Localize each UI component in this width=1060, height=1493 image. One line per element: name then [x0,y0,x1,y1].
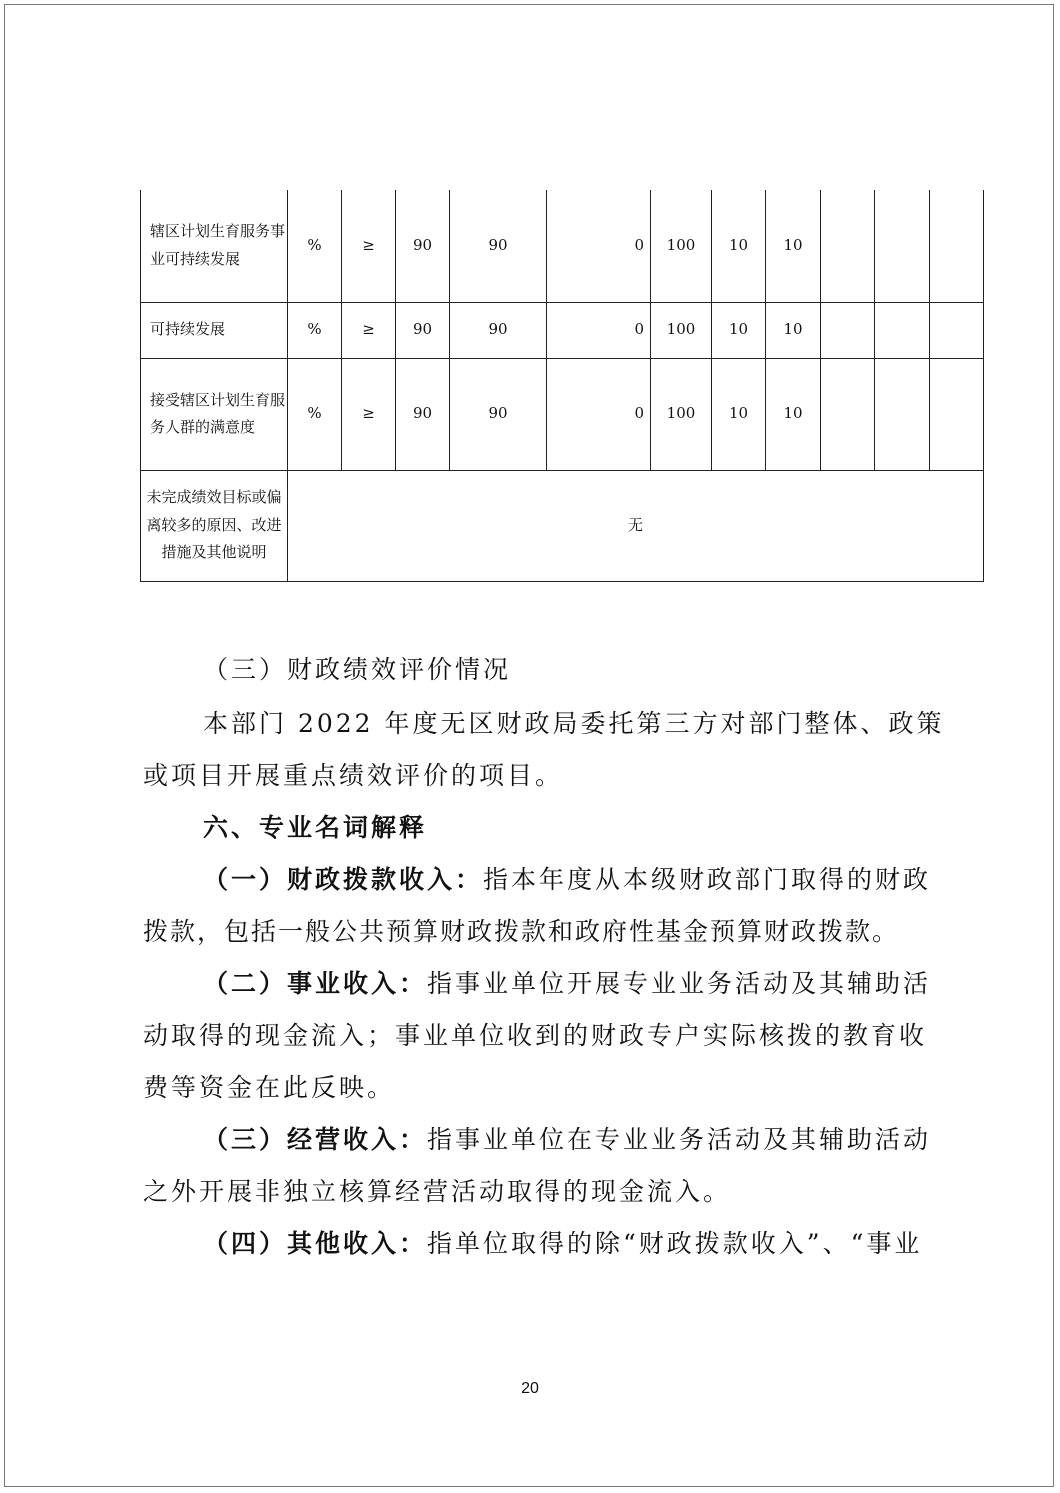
unit-cell: % [288,358,342,470]
target-value: 90 [396,358,450,470]
definition-line [203,1120,932,1160]
definition-text: 指本年度从本级财政部门取得的财政 [483,865,932,894]
indicator-name: 可持续发展 [141,302,288,358]
paragraph-line: 本部门 2022 年度无区财政局委托第三方对部门整体、政策 [203,709,945,738]
empty-cell [821,358,875,470]
definition-text: 指事业单位开展专业业务活动及其辅助活 [427,969,932,998]
empty-cell [930,302,984,358]
paragraph-line: 动取得的现金流入；事业单位收到的财政专户实际核拨的教育收 [143,1021,928,1050]
definition-line [203,860,932,900]
completion-rate: 100 [651,302,712,358]
deviation-value: 0 [547,190,651,302]
paragraph-line: 或项目开展重点绩效评价的项目。 [143,761,564,790]
paragraph-line: 之外开展非独立核算经营活动取得的现金流入。 [143,1177,732,1206]
page-number: 20 [521,1380,539,1397]
table-row [141,302,984,358]
completion-rate: 100 [651,190,712,302]
unit-cell: % [288,302,342,358]
actual-value: 90 [450,190,547,302]
indicator-name: 辖区计划生育服务事业可持续发展 [141,190,288,302]
paragraph-line: 拨款，包括一般公共预算财政拨款和政府性基金预算财政拨款。 [143,917,900,946]
actual-value: 90 [450,358,547,470]
score-value: 10 [766,358,821,470]
definition-text: 指事业单位在专业业务活动及其辅助活动 [427,1125,932,1154]
weight-value: 10 [712,358,766,470]
note-value: 无 [288,470,984,581]
actual-value: 90 [450,302,547,358]
empty-cell [821,190,875,302]
note-label: 未完成绩效目标或偏离较多的原因、改进措施及其他说明 [141,470,288,581]
definition-text: 指单位取得的除“财政拨款收入”、“事业 [427,1229,923,1258]
score-value: 10 [766,190,821,302]
table-row [141,358,984,470]
performance-table [140,190,984,582]
empty-cell [875,358,930,470]
deviation-value: 0 [547,358,651,470]
operator-cell: ≥ [342,302,396,358]
target-value: 90 [396,302,450,358]
weight-value: 10 [712,190,766,302]
empty-cell [930,358,984,470]
definition-term: （四）其他收入： [203,1229,428,1258]
section-heading: （三）财政绩效评价情况 [203,655,512,684]
deviation-value: 0 [547,302,651,358]
paragraph-line: 费等资金在此反映。 [143,1073,396,1102]
target-value: 90 [396,190,450,302]
table-row [141,470,984,581]
indicator-name: 接受辖区计划生育服务人群的满意度 [141,358,288,470]
empty-cell [875,302,930,358]
chapter-heading: 六、专业名词解释 [203,813,428,842]
empty-cell [821,302,875,358]
operator-cell: ≥ [342,358,396,470]
table-row [141,190,984,302]
definition-term: （一）财政拨款收入： [203,865,484,894]
definition-term: （三）经营收入： [203,1125,428,1154]
definition-term: （二）事业收入： [203,969,428,998]
score-value: 10 [766,302,821,358]
empty-cell [930,190,984,302]
completion-rate: 100 [651,358,712,470]
definition-line [203,1224,923,1264]
weight-value: 10 [712,302,766,358]
unit-cell: % [288,190,342,302]
empty-cell [875,190,930,302]
operator-cell: ≥ [342,190,396,302]
definition-line [203,964,932,1004]
